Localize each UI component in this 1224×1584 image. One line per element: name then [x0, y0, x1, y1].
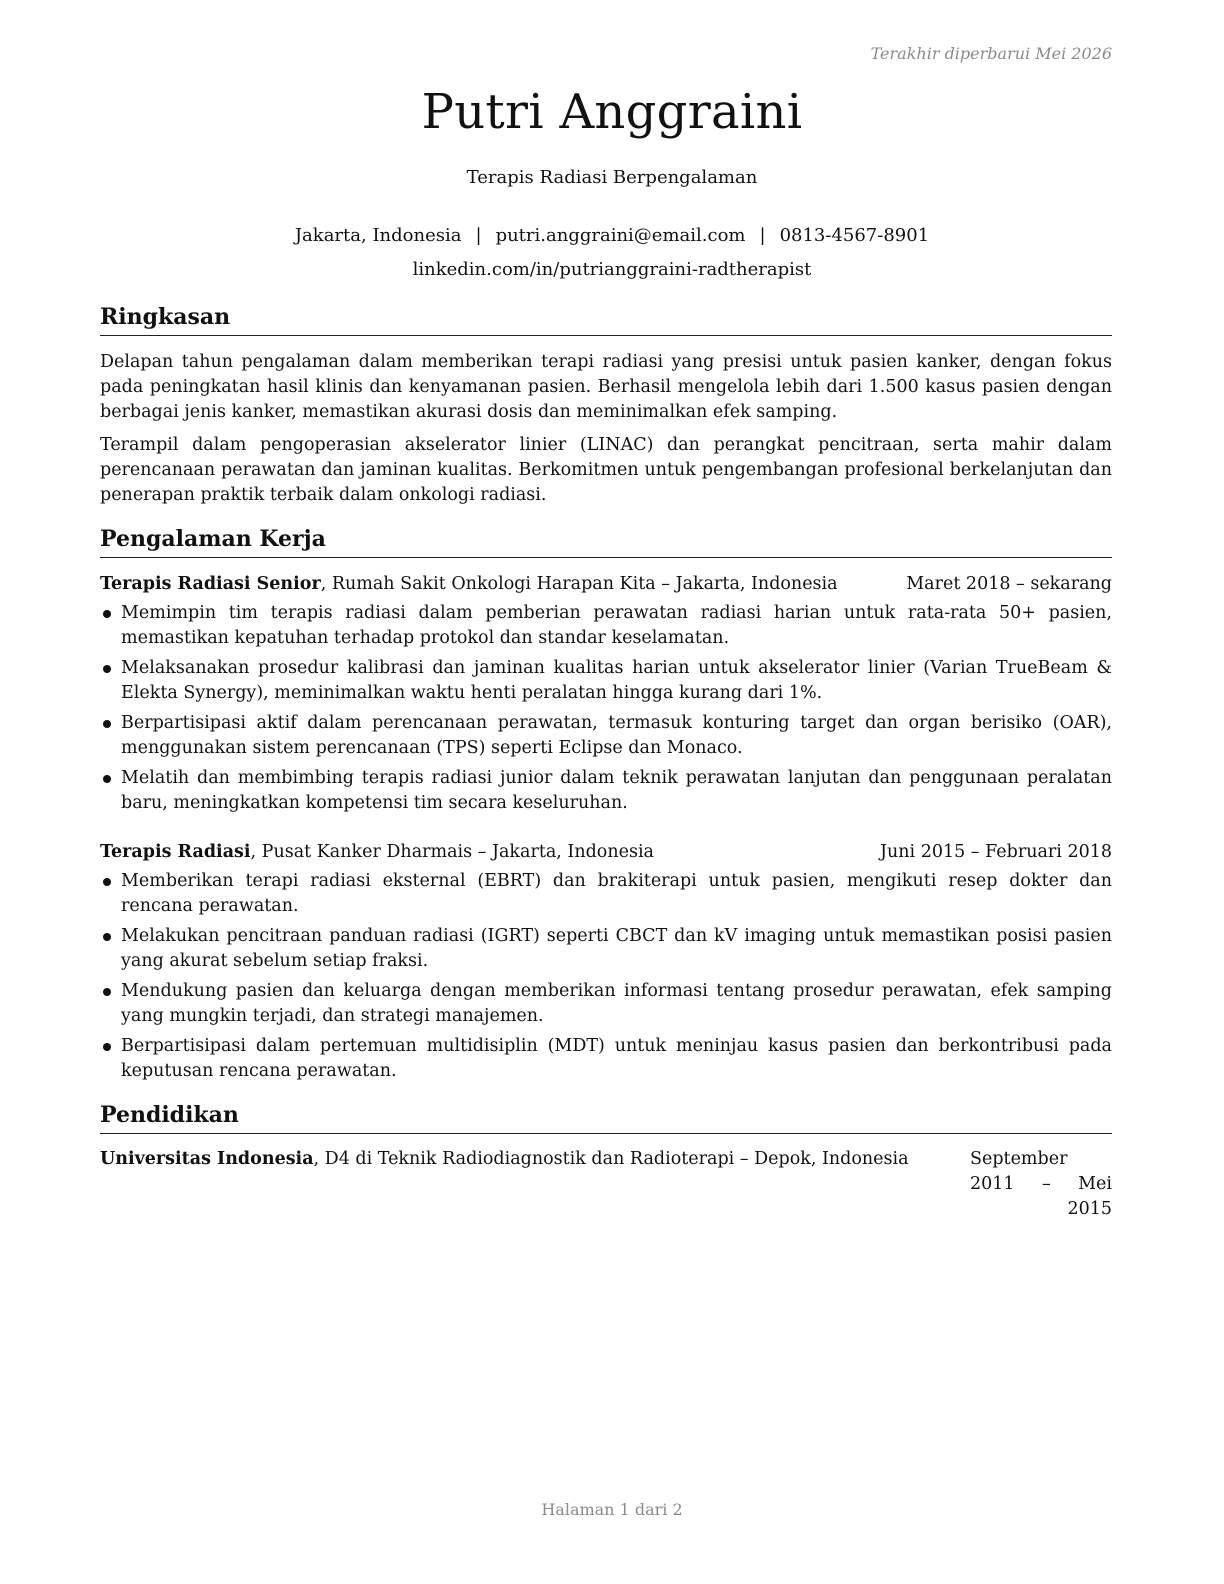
bullet-text: Melatih dan membimbing terapis radiasi junior dalam teknik perawatan lanjutan dan penggunaan peralatan baru, meningkatkan kompetensi tim secara keseluruhan. [121, 768, 1112, 813]
education-school: Universitas Indonesia [100, 1149, 314, 1169]
contact-separator: | [475, 225, 482, 246]
summary-paragraph: Delapan tahun pengalaman dalam memberikan terapi radiasi yang presisi untuk pasien kanker, dengan fokus pada peningkatan hasil klinis dan kenyamanan pasien. Berhasil mengelola lebih dari 1.500 kasus pasien dengan berbagai jenis kanker, memastikan akurasi dosis dan meminimalkan efek samping. [100, 352, 1112, 422]
list-item [100, 711, 1112, 761]
section-title-summary: Ringkasan [100, 300, 1112, 336]
list-item [100, 1034, 1112, 1084]
bullet-icon [103, 720, 111, 728]
job-dates: Juni 2015 – Februari 2018 [879, 842, 1112, 862]
contact-block [0, 219, 1224, 287]
education-dates: September 2011 – Mei 2015 [970, 1149, 1112, 1219]
experience-section [100, 522, 1112, 1084]
list-item [100, 601, 1112, 651]
candidate-tagline: Terapis Radiasi Berpengalaman [466, 167, 758, 188]
list-item [100, 656, 1112, 706]
contact-email[interactable]: putri.anggraini@email.com [495, 225, 746, 246]
education-detail: , D4 di Teknik Radiodiagnostik dan Radioterapi – Depok, Indonesia [313, 1149, 909, 1169]
job-title-line [100, 840, 654, 865]
job-header [100, 572, 1112, 597]
education-title-line [100, 1147, 909, 1222]
candidate-name: Putri Anggraini [421, 84, 803, 140]
list-item [100, 979, 1112, 1029]
bullet-text: Mendukung pasien dan keluarga dengan memberikan informasi tentang prosedur perawatan, efek samping yang mungkin terjadi, dan strategi manajemen. [121, 981, 1112, 1026]
bullet-text: Berpartisipasi dalam pertemuan multidisiplin (MDT) untuk meninjau kasus pasien dan berkontribusi pada keputusan rencana perawatan. [121, 1036, 1112, 1081]
page-number: Halaman 1 dari 2 [541, 1500, 683, 1519]
bullet-text: Memberikan terapi radiasi eksternal (EBRT) dan brakiterapi untuk pasien, mengikuti resep dokter dan rencana perawatan. [121, 871, 1112, 916]
job-bullets [100, 601, 1112, 816]
bullet-icon [103, 988, 111, 996]
summary-section [100, 300, 1112, 508]
last-updated-note: Terakhir diperbarui Mei 2026 [870, 44, 1112, 63]
bullet-text: Berpartisipasi aktif dalam perencanaan perawatan, termasuk konturing target dan organ berisiko (OAR), menggunakan sistem perencanaan (TPS) seperti Eclipse dan Monaco. [121, 713, 1112, 758]
resume-content [100, 300, 1112, 1222]
job-dates: Maret 2018 – sekarang [906, 574, 1112, 594]
job-bullets [100, 869, 1112, 1084]
education-section [100, 1098, 1112, 1222]
job-role: Terapis Radiasi [100, 842, 251, 862]
job-role: Terapis Radiasi Senior [100, 574, 321, 594]
bullet-icon [103, 775, 111, 783]
summary-body [100, 350, 1112, 508]
section-title-education: Pendidikan [100, 1098, 1112, 1134]
bullet-icon [103, 878, 111, 886]
bullet-text: Memimpin tim terapis radiasi dalam pemberian perawatan radiasi harian untuk rata-rata 50+ pasien, memastikan kepatuhan terhadap protokol dan standar keselamatan. [121, 603, 1112, 648]
contact-linkedin[interactable]: linkedin.com/in/putrianggraini-radtherapist [412, 259, 812, 280]
contact-separator: | [759, 225, 766, 246]
bullet-icon [103, 665, 111, 673]
contact-phone: 0813-4567-8901 [779, 225, 930, 246]
contact-location: Jakarta, Indonesia [294, 225, 462, 246]
bullet-text: Melaksanakan prosedur kalibrasi dan jaminan kualitas harian untuk akselerator linier (Varian TrueBeam & Elekta Synergy), meminimalkan waktu henti peralatan hingga kurang dari 1%. [121, 658, 1112, 703]
job-organization: , Pusat Kanker Dharmais – Jakarta, Indonesia [250, 842, 654, 862]
job-entry [100, 840, 1112, 1084]
job-entry [100, 572, 1112, 816]
education-entry [100, 1147, 1112, 1222]
job-title-line [100, 572, 838, 597]
bullet-icon [103, 610, 111, 618]
list-item [100, 869, 1112, 919]
bullet-text: Melakukan pencitraan panduan radiasi (IGRT) seperti CBCT dan kV imaging untuk memastikan posisi pasien yang akurat sebelum setiap fraksi. [121, 926, 1112, 971]
bullet-icon [103, 933, 111, 941]
list-item [100, 924, 1112, 974]
section-title-experience: Pengalaman Kerja [100, 522, 1112, 558]
job-organization: , Rumah Sakit Onkologi Harapan Kita – Jakarta, Indonesia [320, 574, 838, 594]
contact-line-1 [0, 219, 1224, 253]
job-header [100, 840, 1112, 865]
bullet-icon [103, 1043, 111, 1051]
list-item [100, 766, 1112, 816]
summary-paragraph: Terampil dalam pengoperasian akselerator linier (LINAC) dan perangkat pencitraan, serta mahir dalam perencanaan perawatan dan jaminan kualitas. Berkomitmen untuk pengembangan profesional berkelanjutan dan penerapan praktik terbaik dalam onkologi radiasi. [100, 435, 1112, 505]
